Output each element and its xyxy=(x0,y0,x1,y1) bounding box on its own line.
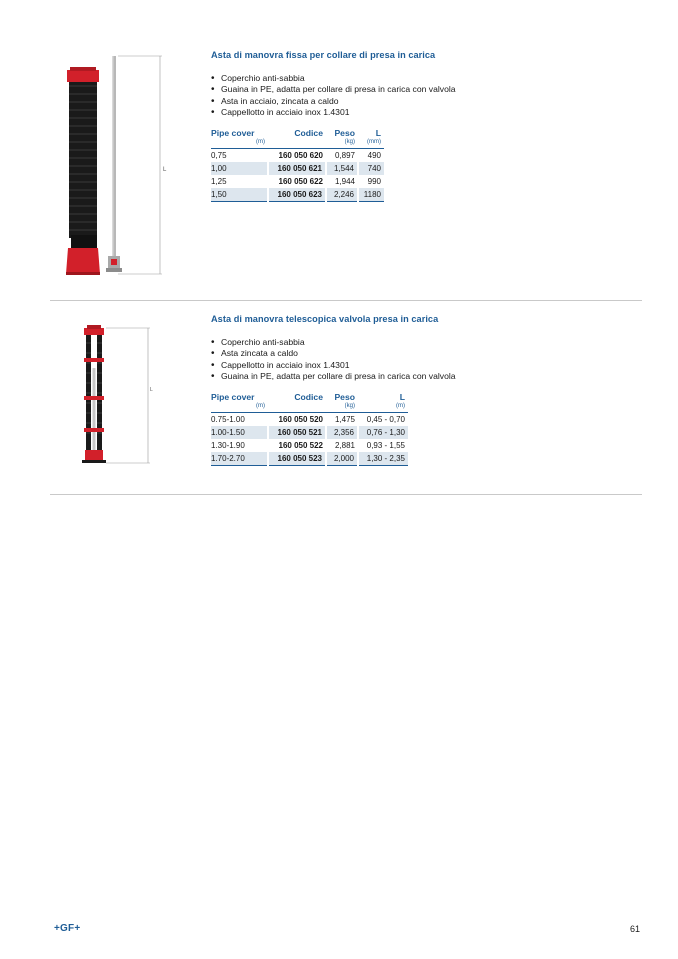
product-section-telescopic xyxy=(0,300,678,495)
feature-item: • Coperchio anti-sabbia xyxy=(211,337,456,348)
feature-item: • Cappellotto in acciaio inox 1.4301 xyxy=(211,360,456,371)
column-header: L xyxy=(399,392,405,403)
product-title: Asta di manovra fissa per collare di presa in carica xyxy=(211,50,436,60)
length-cell: 0,76 - 1,30 xyxy=(358,426,408,439)
spec-table xyxy=(211,128,384,202)
section-divider xyxy=(50,494,642,495)
table-row xyxy=(211,439,408,452)
feature-item: • Guaina in PE, adatta per collare di presa in carica con valvola xyxy=(211,371,456,382)
unit-label xyxy=(268,138,326,149)
feature-item: • Coperchio anti-sabbia xyxy=(211,73,456,84)
code-cell: 160 050 623 xyxy=(268,188,326,202)
pipe-cover-cell: 1,50 xyxy=(211,188,268,202)
table-row xyxy=(211,162,384,175)
weight-cell: 1,544 xyxy=(326,162,358,175)
column-header: Codice xyxy=(294,392,323,403)
weight-cell: 1,944 xyxy=(334,177,355,187)
pipe-cover-cell: 1.70-2.70 xyxy=(211,452,268,466)
product-content xyxy=(211,50,456,202)
code-cell: 160 050 621 xyxy=(268,162,326,175)
feature-item: • Asta in acciaio, zincata a caldo xyxy=(211,96,456,107)
feature-list xyxy=(211,73,456,118)
feature-list xyxy=(211,337,456,382)
pipe-cover-cell: 1,00 xyxy=(211,162,268,175)
code-cell: 160 050 523 xyxy=(268,452,326,466)
table-row xyxy=(211,413,408,427)
pipe-cover-cell: 1,25 xyxy=(211,177,227,187)
unit-label: (m) xyxy=(256,139,265,146)
dimension-label-l: L xyxy=(163,167,167,173)
pipe-cover-cell: 1.00-1.50 xyxy=(211,426,268,439)
weight-cell: 2,356 xyxy=(326,426,358,439)
table-row xyxy=(211,188,384,202)
fixed-operating-rod-illustration xyxy=(60,50,170,282)
length-cell: 990 xyxy=(367,177,381,187)
unit-label: (m) xyxy=(256,403,265,410)
column-header: Peso xyxy=(334,392,355,403)
code-cell: 160 050 622 xyxy=(278,177,323,187)
weight-cell: 2,000 xyxy=(326,452,358,466)
length-cell: 740 xyxy=(358,162,384,175)
telescopic-operating-rod-illustration xyxy=(78,318,158,473)
table-row xyxy=(211,452,408,466)
length-cell: 0,45 - 0,70 xyxy=(366,415,405,425)
unit-label: (kg) xyxy=(344,403,355,410)
table-row xyxy=(211,426,408,439)
dimension-label-l: L xyxy=(150,387,153,393)
column-header: Pipe cover xyxy=(211,128,255,139)
column-header: Pipe cover xyxy=(211,392,255,403)
product-content xyxy=(211,314,456,466)
gf-logo: +GF+ xyxy=(54,923,81,934)
length-cell: 490 xyxy=(367,151,381,161)
pipe-cover-cell: 1.30-1.90 xyxy=(211,441,245,451)
unit-label: (m) xyxy=(396,403,405,410)
pipe-cover-cell: 0,75 xyxy=(211,151,227,161)
table-row xyxy=(211,149,384,163)
column-header: Peso xyxy=(334,128,355,139)
column-header: L xyxy=(375,128,381,139)
table-row xyxy=(211,175,384,188)
length-cell: 0,93 - 1,55 xyxy=(366,441,405,451)
length-cell: 1180 xyxy=(358,188,384,202)
feature-item: • Cappellotto in acciaio inox 1.4301 xyxy=(211,107,456,118)
spec-table xyxy=(211,392,408,466)
weight-cell: 1,475 xyxy=(334,415,355,425)
unit-label xyxy=(268,402,326,413)
length-cell: 1,30 - 2,35 xyxy=(358,452,408,466)
weight-cell: 2,881 xyxy=(334,441,355,451)
code-cell: 160 050 520 xyxy=(278,415,323,425)
product-title: Asta di manovra telescopica valvola presa in carica xyxy=(211,314,439,324)
unit-label: (kg) xyxy=(344,139,355,146)
code-cell: 160 050 620 xyxy=(278,151,323,161)
page-number: 61 xyxy=(629,924,640,934)
code-cell: 160 050 522 xyxy=(278,441,323,451)
weight-cell: 0,897 xyxy=(334,151,355,161)
unit-label: (mm) xyxy=(367,139,381,146)
pipe-cover-cell: 0.75-1.00 xyxy=(211,415,245,425)
feature-item: • Asta zincata a caldo xyxy=(211,348,456,359)
feature-item: • Guaina in PE, adatta per collare di presa in carica con valvola xyxy=(211,84,456,95)
weight-cell: 2,246 xyxy=(326,188,358,202)
product-section-fixed xyxy=(0,0,678,300)
column-header: Codice xyxy=(294,128,323,139)
code-cell: 160 050 521 xyxy=(268,426,326,439)
